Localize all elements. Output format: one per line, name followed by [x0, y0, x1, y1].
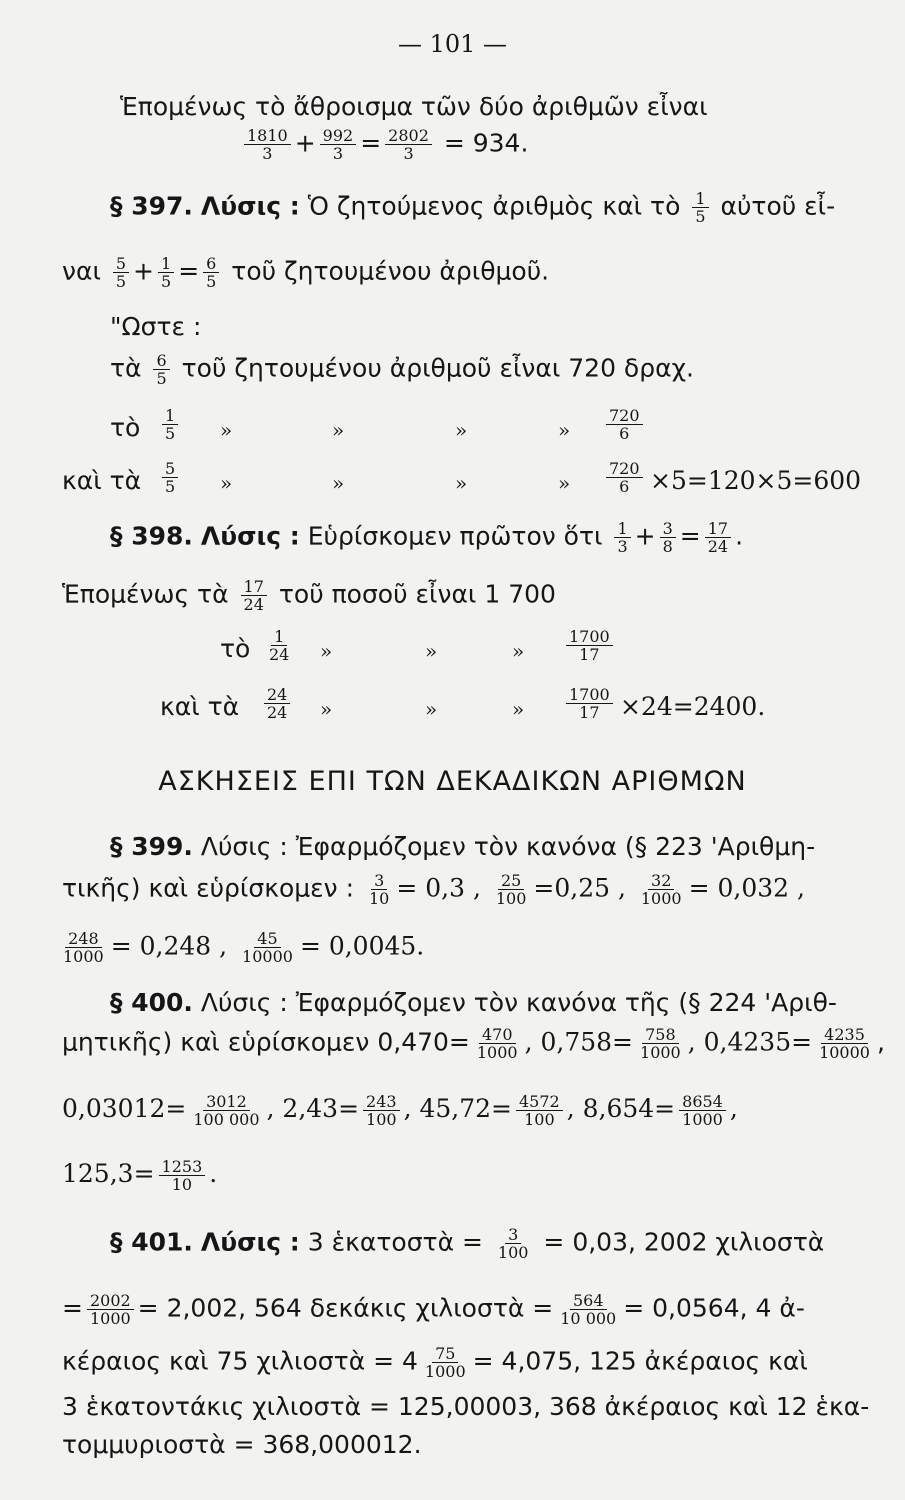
section-400: § 400. Λύσις : Ἐφαρμόζομεν τὸν κανόνα τῆς (§ 224 'Αριθ-: [110, 988, 837, 1017]
equation-line: Ἑπομένως τὰ $\frac{17}{24}$ τοῦ ποσοῦ εἶναι 1 700: [62, 577, 556, 614]
fraction: $\frac{17}{24}$: [241, 578, 267, 613]
equation-line: μητικῆς) καὶ εὑρίσκομεν 0,470= $\frac{470}{1000}$ , 0,758= $\frac{758}{1000}$ , 0,4235= $\frac{4235}{10000}$ ,: [62, 1025, 885, 1062]
fraction: $\frac{4572}{100}$: [516, 1093, 563, 1128]
fraction: $\frac{17}{24}$: [705, 520, 731, 555]
equation-line: $\frac{248}{1000}$ = 0,248 , $\frac{45}{10000}$ = 0,0045.: [56, 930, 424, 965]
section-401: § 401. Λύσις : 3 ἑκατοστὰ = $\frac{3}{100}$ = 0,03, 2002 χιλιοστὰ: [110, 1225, 825, 1262]
section-heading: ΑΣΚΗΣΕΙΣ ΕΠΙ ΤΩΝ ΔΕΚΑΔΙΚΩΝ ΑΡΙΘΜΩΝ: [158, 766, 747, 797]
fraction: $\frac{720}{6}$: [606, 460, 643, 495]
fraction: $\frac{1}{24}$: [269, 627, 290, 664]
fraction: $\frac{1}{5}$: [158, 255, 174, 290]
fraction: $\frac{24}{24}$: [264, 686, 290, 721]
fraction: $\frac{248}{1000}$: [63, 929, 104, 966]
proportion-line: καὶ τὰ $\frac{5}{5}$ » » » » $\frac{720}{6}$ ×5=120×5=600: [62, 459, 862, 496]
section-397: § 397. Λύσις : Ὁ ζητούμενος ἀριθμὸς καὶ τὸ $\frac{1}{5}$ αὐτοῦ εἶ-: [110, 189, 836, 226]
fraction: $\frac{992}{3}$: [320, 127, 357, 162]
equation-line: 0,03012= $\frac{3012}{100 000}$ , 2,43= $\frac{243}{100}$ , 45,72= $\frac{4572}{100}$ , 8,654= $\frac{8654}{1000}$ ,: [62, 1092, 738, 1129]
fraction: $\frac{3}{100}$: [497, 1225, 529, 1262]
text-line: "Ωστε :: [110, 312, 202, 341]
fraction: $\frac{564}{10 000}$: [560, 1291, 617, 1328]
fraction: $\frac{3}{8}$: [660, 520, 676, 555]
fraction: $\frac{720}{6}$: [606, 407, 643, 442]
text-line: τομμυριοστὰ = 368,000012.: [62, 1430, 422, 1459]
page-number: — 101 —: [397, 30, 508, 58]
fraction: $\frac{1253}{10}$: [159, 1158, 206, 1193]
fraction: $\frac{1700}{17}$: [566, 628, 613, 663]
fraction: $\frac{1}{5}$: [692, 190, 708, 225]
equation-line: = $\frac{2002}{1000}$ = 2,002, 564 δεκάκις χιλιοστὰ = $\frac{564}{10 000}$ = 0,0564, 4 ἀ-: [62, 1291, 805, 1328]
fraction: $\frac{1810}{3}$: [244, 127, 291, 162]
equation-line: 125,3= $\frac{1253}{10}$ .: [62, 1157, 218, 1194]
proportion-line: τὸ $\frac{1}{24}$ » » » $\frac{1700}{17}$: [220, 628, 640, 674]
equation-line: τὰ $\frac{6}{5}$ τοῦ ζητουμένου ἀριθμοῦ εἶναι 720 δραχ.: [110, 351, 694, 388]
fraction: $\frac{2002}{1000}$: [87, 1292, 134, 1327]
text-line: Ἑπομένως τὸ ἄθροισμα τῶν δύο ἀριθμῶν εἶναι: [120, 92, 708, 121]
section-398: § 398. Λύσις : Εὑρίσκομεν πρῶτον ὅτι $\frac{1}{3}$ + $\frac{3}{8}$ = $\frac{17}{24}$ .: [110, 519, 744, 556]
fraction: $\frac{1700}{17}$: [566, 686, 613, 721]
fraction: $\frac{8654}{1000}$: [679, 1093, 726, 1128]
section-399: § 399. Λύσις : Ἐφαρμόζομεν τὸν κανόνα (§ 223 'Αριθμη-: [110, 832, 816, 861]
fraction: $\frac{758}{1000}$: [640, 1025, 681, 1062]
fraction: $\frac{2802}{3}$: [385, 127, 432, 162]
fraction: $\frac{32}{1000}$: [640, 871, 682, 908]
fraction: $\frac{1}{5}$: [162, 407, 178, 442]
fraction: $\frac{6}{5}$: [203, 255, 219, 290]
equation-line: τικῆς) καὶ εὑρίσκομεν : $\frac{3}{10}$ = 0,3 , $\frac{25}{100}$ =0,25 , $\frac{32}{1000}$ = 0,032 ,: [62, 871, 805, 908]
text-line: 3 ἑκατοντάκις χιλιοστὰ = 125,00003, 368 ἀκέραιος καὶ 12 ἑκα-: [62, 1392, 870, 1421]
equation-line: ναι $\frac{5}{5}$ + $\frac{1}{5}$ = $\frac{6}{5}$ τοῦ ζητουμένου ἀριθμοῦ.: [62, 254, 550, 291]
fraction: $\frac{45}{10000}$: [242, 929, 293, 966]
fraction: $\frac{6}{5}$: [153, 352, 169, 387]
fraction: $\frac{25}{100}$: [495, 871, 527, 908]
fraction: $\frac{243}{100}$: [363, 1093, 400, 1128]
equation-line: $\frac{1810}{3}$ + $\frac{992}{3}$ = $\frac{2802}{3}$ = 934.: [240, 127, 528, 162]
fraction: $\frac{5}{5}$: [162, 460, 178, 495]
fraction: $\frac{5}{5}$: [113, 255, 129, 290]
fraction: $\frac{4235}{10000}$: [819, 1025, 870, 1062]
proportion-line: καὶ τὰ $\frac{24}{24}$ » » » $\frac{1700}{17}$ ×24=2400.: [160, 685, 766, 722]
fraction: $\frac{3012}{100 000}$: [193, 1092, 260, 1129]
fraction: $\frac{470}{1000}$: [476, 1025, 518, 1062]
equation-line: κέραιος καὶ 75 χιλιοστὰ = 4 $\frac{75}{1000}$ = 4,075, 125 ἀκέραιος καὶ: [62, 1344, 808, 1381]
fraction: $\frac{3}{10}$: [368, 871, 390, 908]
fraction: $\frac{1}{3}$: [614, 520, 630, 555]
fraction: $\frac{75}{1000}$: [424, 1344, 466, 1381]
proportion-line: τὸ $\frac{1}{5}$ » » » » $\frac{720}{6}$: [110, 407, 650, 453]
